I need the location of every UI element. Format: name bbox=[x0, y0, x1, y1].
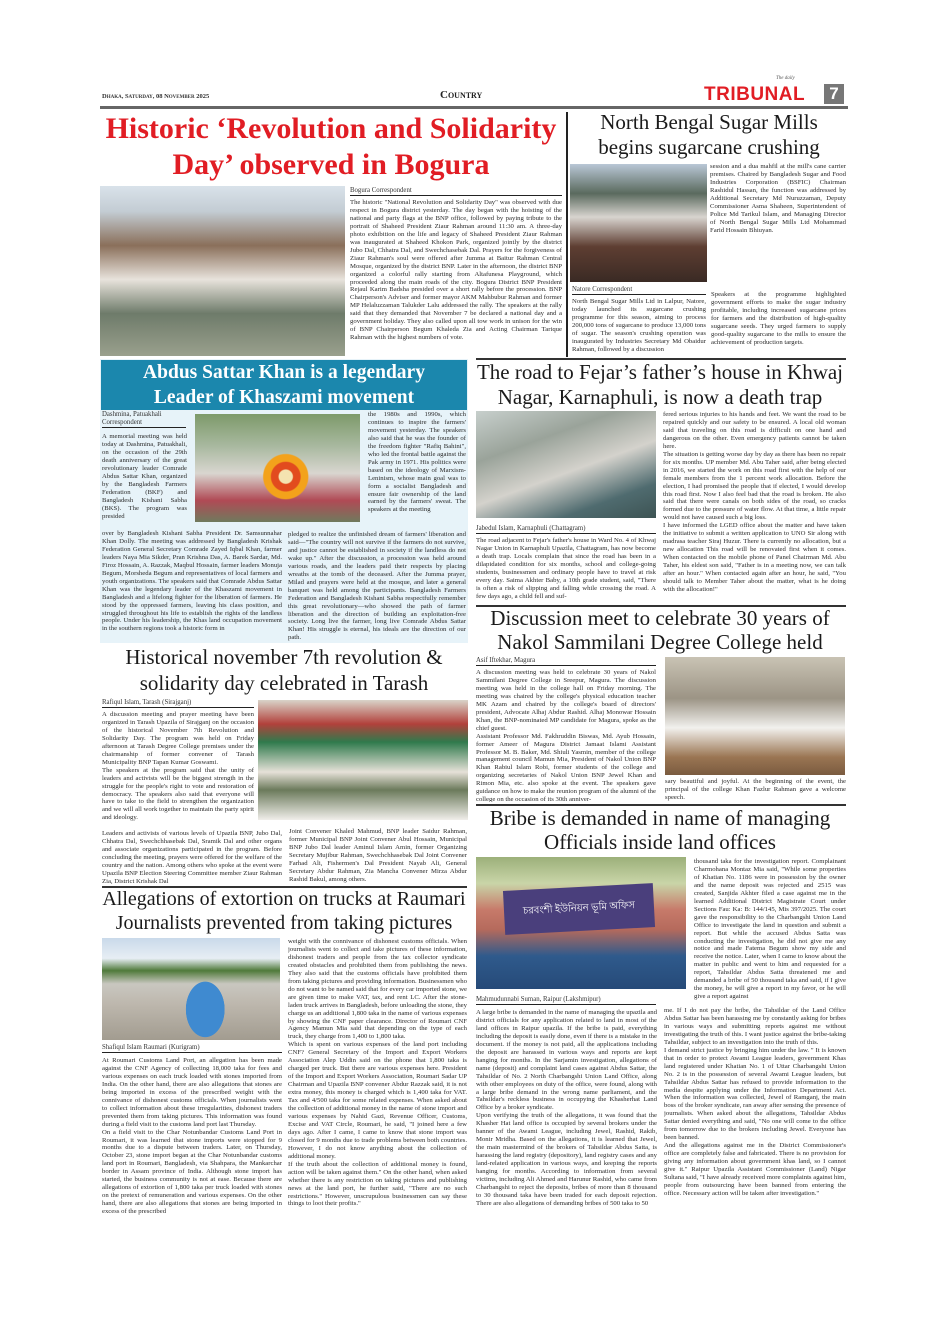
section-title: Country bbox=[440, 89, 483, 101]
masthead bbox=[100, 76, 848, 106]
sugar-headline: North Bengal Sugar Mills begins sugarcane crushing bbox=[598, 110, 820, 159]
sugar-body-right: Speakers at the programme highlighted government efforts to make the sugar industry profitable, including increased sugarcane prices for farmers and the distribution of high-quality sugarcane seeds. They urged farmers to supply good-quality sugarcane to the mills to ensure the achievement of production targets. bbox=[711, 291, 846, 346]
nakol-headline: Discussion meet to celebrate 30 years of Nakol Sammilani Degree College held bbox=[490, 606, 830, 654]
sugar-body-top-right: session and a dua mahfil at the mill's cane carrier premises. Chaired by Bangladesh Sugar and Food Industries Corporation (BSFIC) Chairman Rashidul Hassan, the function was addressed by Additional Secretary Md Nuruzzaman, Deputy Commissioner Asma Shaheen, Superintendent of Police Md Tarikul Islam, and Managing Director of North Bengal Sugar Mills Ltd Mohammad Farid Hossain Bhiuyan. bbox=[710, 163, 846, 234]
bribe-land-office-photo bbox=[476, 857, 686, 989]
fejar-body-right: fered serious injuries to his hands and feet. We want the road to be repaired quickly and our safety to be ensured. A local old woman said that traveling on this road is difficult on one hand and dangerous on the other. Even emergency patients cannot be taken here. The situation is getting worse day by day as there has been no repair for six months. UP member Md. Abu Taher said, after being elected in 2016, we started the work on this road first with the help of our female members from the 1 percent work allocation. Before the election, I had promised the people that if elected, I would develop this road first. Now I also feel bad that the road is broken. He also said that there were canals on both sides of the road, so cracks formed due to the pressure of water flow. At that time, a little repair would not have caused such a big loss. I have informed the LGED office about the matter and have taken the initiative to submit a written application to UNO Sir along with madrasa teacher Siraj Huzur. There is currently no allocation, but a new allocation This road will be renovated first when it comes. When contacted on the mobile phone of Panel Chairman Md. Abu Taher, his eldest son said, "Father is in a meeting now, we can talk after an hour." When contacted again after an hour, he said, "You should talk to Member Taher about the matter, what is he doing with the allocation!" bbox=[663, 411, 846, 593]
sattar-wreath-photo bbox=[195, 414, 360, 522]
sattar-col3: the 1980s and 1990s, which continues to inspire the farmers' movement yesterday. The speakers also said that he was the founder of the freedom fighter "Rafiq Bahini", who led the frontal battle against the Pak army in 1971. His politics were based on the ideology of Marxism-Leninism, whose main goal was to form a socialist Bangladesh and ensure fair ownership of the land earned by the farmers' sweat. The speakers at the meeting bbox=[368, 411, 466, 514]
sattar-lower-right: pledged to realize the unfinished dream of farmers' liberation and said—"The country will not survive if the farmers do not survive, and justice cannot be established in society if the landless do not wake up." After the discussion, a procession was held around various roads, and the leaders paid their respects by placing wreaths at the tomb of the deceased. After the Jumma prayer, Milad and prayers were held at the mosque, and later a general banquet was held among the participants. Bangladesh Farmers Federation and Bangladesh Kishani Sabha respectfully remember this great revolutionary—who showed the path of farmer liberation and the direction of building an exploitation-free society. Long live the farmer, long live Comrade Abdus Sattar Khan! His struggle is eternal, his ideals are the direction of our path. bbox=[288, 531, 466, 641]
raumari-byline: Shafiqul Islam Raumari (Kurigram) bbox=[102, 1043, 282, 1053]
bogura-headline: Historic ‘Revolution and Solidarity Day’ observed in Bogura bbox=[105, 112, 557, 181]
fejar-body-left: The road adjacent to Fejar's father's house in Ward No. 4 of Khwaj Nagar Union in Karnaphuli Upazila, Chattagram, has now become a death trap. Locals complain that since the road has been in a dilapidated condition for six months, school and college-going students, businessmen and ordinary people have to travel at risk every day. Saima Akhter Baby, a 10th grade student, said, "There is often a risk of slipping and falling while crossing the road. A few days ago, a child fell and suf- bbox=[476, 537, 656, 600]
tarash-prayer-photo bbox=[258, 700, 468, 820]
raumari-stones-photo bbox=[102, 938, 280, 1040]
bribe-body-right: me. If I do not pay the bribe, the Tahsildar of the Land Office Abdus Sattar has been harassing me by constantly asking for bribes in various ways and submitting reports against me without investigating the truth of this. I want justice against the bribe-taking Tahsildar, subject to an investigation into the truth of this. I demand strict justice by bringing him under the law. " It is known that in order to protect Awami League leaders, government Khas land registered under Khatian No. 1 of Uttar Charbangshi Union No. 2 is in the possession of several Awami League leaders, but Tahsildar Abdus Sattar has refused to provide information to the media despite applying under the Information Department Act. When the information was collected, Jewel of Ramganj, the main boss of the broker syndicate, ran away after sensing the presence of journalists. When asked about the allegations, Tahsildar Abdus Sattar denied everything and said, "No one will come to the office from tomorrow due to the brokers including Jewel. Everyone has been banned. And the allegations against me in the District Commissioner's office are completely false and fabricated. There is no provision for giving any information about government khas land, so I cannot give it." Raipur Upazila Assistant Commissioner (Land) Nigar Sultana said, "I have already received more complaints against him, people from outsourcing have been banned from entering the office. Necessary action will be taken after investigation." bbox=[664, 1007, 846, 1197]
land-office-signboard: চরবংশী ইউনিয়ন ভূমি অফিস bbox=[503, 883, 655, 935]
raumari-body-right: weight with the connivance of dishonest customs officials. When journalists went to collect and take pictures of these information, dishonest traders and people from the tax collector syndicate created obstacles and prohibited them from publishing the news. They also said that the customs officials have prohibited them from taking pictures and providing information. Businessmen who do not want to be named said that for every car imported stone, we are given time to make VAT, tax, and rent LC. After the stone-laden truck arrives in Bangladesh, before unloading the stone, they charge us an additional 1,800 taka in the name of various expenses by showing the CNF paper clearance. Director of Roumari CNF Agency Mamun Mia said that depending on the type of each truck, they charge from 1,400 to 1,800 taka. Which is spent on various expenses of the land port including CNF? General Secretary of the Import and Export Workers Association Alep Uddin said on the phone that 1,800 taka is charged per truck. But there are various expenses here. President of the Import and Export Workers Association, Roumari Sadar UP Chairman and Upazila BNP convener Abdur Razzak said, it is not extra money, this money is charged which is 1,400 taka for VAT. Tax and 4/500 taka for some related expenses. When asked about the collection of additional money in the name of stone import and various expenses by Nahid Gazi, Revenue Officer, Customs, Excise and VAT Circle, Roumari, he said, "I joined here a few days ago. After I came, I came to know that stone import was closed for 9 months due to trade problems between both countries. However, I do not know anything about the collection of additional money. If the truth about the collection of additional money is found, action will be taken against them." On the other hand, when asked whether there is any restriction on taking pictures and publishing news at the land port, he further said, "There are no such restrictions." However, unscrupulous businessmen can say these things to loot their profits." bbox=[288, 938, 467, 1208]
tarash-body-top: A discussion meeting and prayer meeting have been organized in Tarash Upazila of Sirajganj on the occasion of the historical November 7th Revolution and Solidarity Day. The program was held on Friday afternoon at Tarash Degree College premises under the chairmanship of former convener of Tarash Municipality BNP Tapan Kumar Goswami. The speakers at the program said that the unity of leaders and activists will be the biggest strength in the struggle for the people's right to vote and restoration of democracy. The speakers also said that everyone will have to take to the field to strengthen the organization and we will all work together to maintain the party spirit and ideology. bbox=[102, 711, 254, 822]
bribe-byline: Mahmudunnabi Suman, Raipur (Lakshmipur) bbox=[476, 995, 656, 1005]
bribe-body-top-right: thousand taka for the investigation report. Complainant Charmohana Montaz Mia said, "While some properties of Khatian No. 1186 were in possession by the owner and the name deposit was rejected and 2515 was created, Sanjida Akhter filed a case against me in the learned Additional District Magistrate Court under Sections Fau: Ka: B: 144/145, Mis 397/2025. The court gave the responsibility to the Charbangshi Union Land Office to investigate the land in question and submit a report. But while the accused Abdus Satta was conducting the investigation, he did not give me any notice and made Fatema Begum show my side and receive the notice. Later, when I came to know about the matter in public and went to him and requested for a report, Tahsildar Abdus Satta threatened me and demanded a bribe of 50 thousand taka and said, if I give the money, he will give a report in my favor, or he will give a report against bbox=[694, 858, 846, 1001]
bogura-body: The historic "National Revolution and Solidarity Day" was observed with due respect in Bogura district yesterday. The day began with the hoisting of the national and party flags at the BNP office, followed by paying tribute to the portrait of Shaheed President Ziaur Rahman around 11:30 am. A three-day photo exhibition on the life and legacy of Shaheed President Ziaur Rahman was inaugurated at Shaheed Khokon Park, organized jointly by the district Jubo Dal, Chhatra Dal, and Swechchasebak Dal. Prayers for the forgiveness of Ziaur Rahman's soul were offered after Jumma at Baitur Rahman Central Mosque, organized by the district BNP. Later in the afternoon, the district BNP organized a colorful rally starting from Altafunesa Playground, which proceeded along the main roads of the city. Bogura District BNP President Rejaul Karim Badsha presided over a short rally before the procession. BNP Chairperson's Adviser and former mayor AKM Mahbubur Rahman and former MP Helaluzzaman Talukder Lalu addressed the rally. The speakers at the rally said that they demanded that November 7 be declared a national day and a government holiday. They also called upon all tow work in unison for the win of BNP Chairperson Begum Khaleda Zia and Acting Chairman Tarique Rahman with the highest numbers of vote. bbox=[350, 199, 562, 342]
logo: TRIBUNAL bbox=[704, 84, 806, 105]
sattar-col1: A memorial meeting was held today at Dashmina, Patuakhali, on the occasion of the 29th death anniversary of the great revolutionary leader Comrade Abdus Sattar Khan, organized by the Bangladesh Farmers Federation (BKF) and Bangladesh Kishani Sabha (BKS). The program was presided bbox=[102, 433, 187, 520]
masthead-rule bbox=[100, 106, 848, 109]
sugar-byline: Natore Correspondent bbox=[572, 285, 706, 295]
sugar-crushing-photo bbox=[570, 164, 707, 282]
fejar-headline: The road to Fejar’s father’s house in Khwaj Nagar, Karnaphuli, is now a death trap bbox=[476, 360, 844, 409]
column-divider bbox=[566, 112, 568, 357]
nakol-body-left: A discussion meeting was held to celebrate 30 years of Nakol Sammilani Degree College in Sreepur, Magura. The discussion meeting was held in the college hall on Friday morning. The meeting was chaired by the college's physical education teacher MK Azam and chaired by the college's board of directors' president, Advocate Alhaj Abdur Rashid. Alhaj Monowar Hossain Khan, the BNP-nominated MP candidate for Magura, spoke as the chief guest. Assistant Professor Md. Fakhruddin Biswas, Md. Ayub Hossain, former Ameer of Magura District Jamaat Islami Assistant Professor M. B. Baker, Md. Shiuli Yasmin, member of the college management council Mamun Mia, President of Nakol Union BNP Khan Rabiul Islam Robi, former students of the college and organizing secretaries of Nakol Union BNP Jewel Khan and Rimon Mia, etc. also spoke at the event. The speakers gave guidance on how to make the reunion program of the alumni of the college on the occasion of its 30th anniver- bbox=[476, 669, 656, 802]
sugar-body-left: North Bengal Sugar Mills Ltd in Lalpur, Natore, today launched its sugarcane crushing programme for this season, aiming to process 200,000 tons of sugarcane to produce 13,000 tons of sugar. The season's crushing operation was inaugurated by Industries Secretary Md Obaidur Rahman, followed by a discussion bbox=[572, 298, 706, 353]
bogura-rally-photo bbox=[100, 186, 345, 356]
tarash-body-lower-left: Leaders and activists of various levels of Upazila BNP, Jubo Dal, Chhatra Dal, Swechchhasebak Dal, Sramik Dal and other organs and associate organizations participated in the program. Before concluding the meeting, prayers were offered for the welfare of the country and the nation. Among others who spoke at the event were Upazila BNP Election Steering Committee member Ziaur Rahman Zia, District Krishak Dal bbox=[102, 830, 282, 884]
raumari-body-left: At Roumari Customs Land Port, an allegation has been made against the CNF Agency of collecting 18,000 taka for fees and various expenses on each truck loaded with stones imported from India. On the other hand, there are also allegations that stones are being imported in excess of the prescribed weight with the connivance of dishonest customs officials. When journalists went to collect information about these irregularities, dishonest traders prevented them from taking pictures. This information was found during a field visit to the customs land port last Thursday. On a field visit to the Char Notunbandar Customs Land Port in Roumari, it was learned that stone imports were stopped for 9 months due to a dispute between traders. Later, on Thursday, October 23, stone import began at the Char Notunbandar customs land port in Roumari, Bangladesh, via Shahpara, the Mankarchar border in Assam province of India. Although stone import has started, the business community is not at ease. Because there are allegations of extortion of 1,800 taka per truck loaded with stones on the pretext of remuneration and various expenses. On the other hand, there are also allegations that stones are being imported in excess of the prescribed bbox=[102, 1057, 282, 1216]
sattar-byline: Dashmina, Patuakhali Correspondent bbox=[102, 411, 186, 428]
tarash-byline: Rafiqul Islam, Tarash (Sirajganj) bbox=[102, 698, 254, 708]
nakol-meeting-photo bbox=[665, 657, 845, 775]
nakol-byline: Asif Iftekhar, Magura bbox=[476, 656, 656, 666]
tarash-body-lower-right: Joint Convener Khaled Mahmud, BNP leader Saidur Rahman, former Municipal BNP Joint Convener Abul Hossain, Municipal BNP Jubo Dal leader Aminul Islam Amin, former Organizing Secretary Mujibur Rahman, Swechchhasebak Dal Joint Convener Farhad Ali, Fishermen's Dal President Nayab Ali, General Secretary Abdur Rahman, Zia Mancha Convener Mirza Abdur Rashid Bakul, among others. bbox=[289, 828, 467, 883]
sattar-headline-band: Abdus Sattar Khan is a legendary Leader of Khaszami movement bbox=[101, 360, 467, 410]
fejar-road-photo bbox=[476, 411, 656, 518]
nakol-body-right: sary beautiful and joyful. At the beginning of the event, the principal of the college Khan Fazlur Rahman gave a welcome speech. bbox=[665, 778, 846, 801]
bogura-byline: Bogura Correspondent bbox=[350, 186, 562, 196]
fejar-byline: Jabedul Islam, Karnaphuli (Chattagram) bbox=[476, 524, 656, 534]
bribe-headline: Bribe is demanded in name of managing Officials inside land offices bbox=[489, 806, 831, 854]
bribe-body-left: A large bribe is demanded in the name of managing the upazila and district officials for any application related to land in most of the land offices in Raipur upazila. If the bribe is paid, everything including the deposit is easily done, even if there is a mistake in the document. if the money is not paid, all the applications including the deposit are harassed in various ways and reports are kept hanging for months. In the Sarjamin investigation, allegations of name (deposit) and complaint land cases against Abdus Sattar, the Tahsildar of No. 2 North Charbangshi Union Land Office, along with other employees on duty of the office, were found, along with a large bribe demand in the wrong name parliament, and the Tahsildar's reckless business in occupying the Khasherhat Land Office by a broker syndicate. Upon verifying the truth of the allegations, it was found that the Khasher Hat land office is occupied by several brokers under the banner of the Awami League, including Jewel, Rashid, Rakib, Monir Mridha. Based on the allegations, it is learned that Jewel, the main mastermind of the brokers of Tahsildar Abdus Satta, is harassing the land registry (depository), land registry cases and any land-related application in various ways, and keeping the reports hanging for months. According to information from several victims, including Ali Ahmed and Harunur Rashid, who came from Charbangshi to reject the deposits, bribes of more than 8 thousand to 30 thousand taka have been traded for each deposit rejection. There are also allegations of demanding bribes of 500 taka to 50 bbox=[476, 1009, 657, 1207]
raumari-headline: Allegations of extortion on trucks at Raumari Journalists prevented from taking pictures bbox=[102, 888, 466, 934]
sattar-lower-left: over by Bangladesh Kishani Sabha President Dr. Samsunnahar Khan Dolly. The meeting was addressed by Bangladesh Krishak Federation General Secretary Comrade Zayed Iqbal Khan, farmer leaders Naya Mia Sikder, Pran Krishna Das, A. Barek Sardar, Md. Firoz Hossain, A. Razzak, Maqbul Hossain, farmer leaders Monuja Begum, Morsheda Begum and representatives of local farmers and youth organizations. The speakers said that Comrade Abdus Sattar Khan was the legendary leader of the Khaszami movement in Bangladesh and a lifelong fighter for the liberation of farmers. He stood by the oppressed farmers, leaving his class position, and struggled throughout his life to establish the rights of the landless people. Under his leadership, the Khas land occupation movement in the southern regions took a historic form in bbox=[102, 530, 282, 633]
logo-tagline: The daily bbox=[776, 76, 795, 81]
dateline: Dhaka, Saturday, 08 November 2025 bbox=[102, 93, 210, 100]
page-number: 7 bbox=[824, 84, 844, 104]
tarash-headline: Historical november 7th revolution & solidarity day celebrated in Tarash bbox=[125, 645, 443, 695]
